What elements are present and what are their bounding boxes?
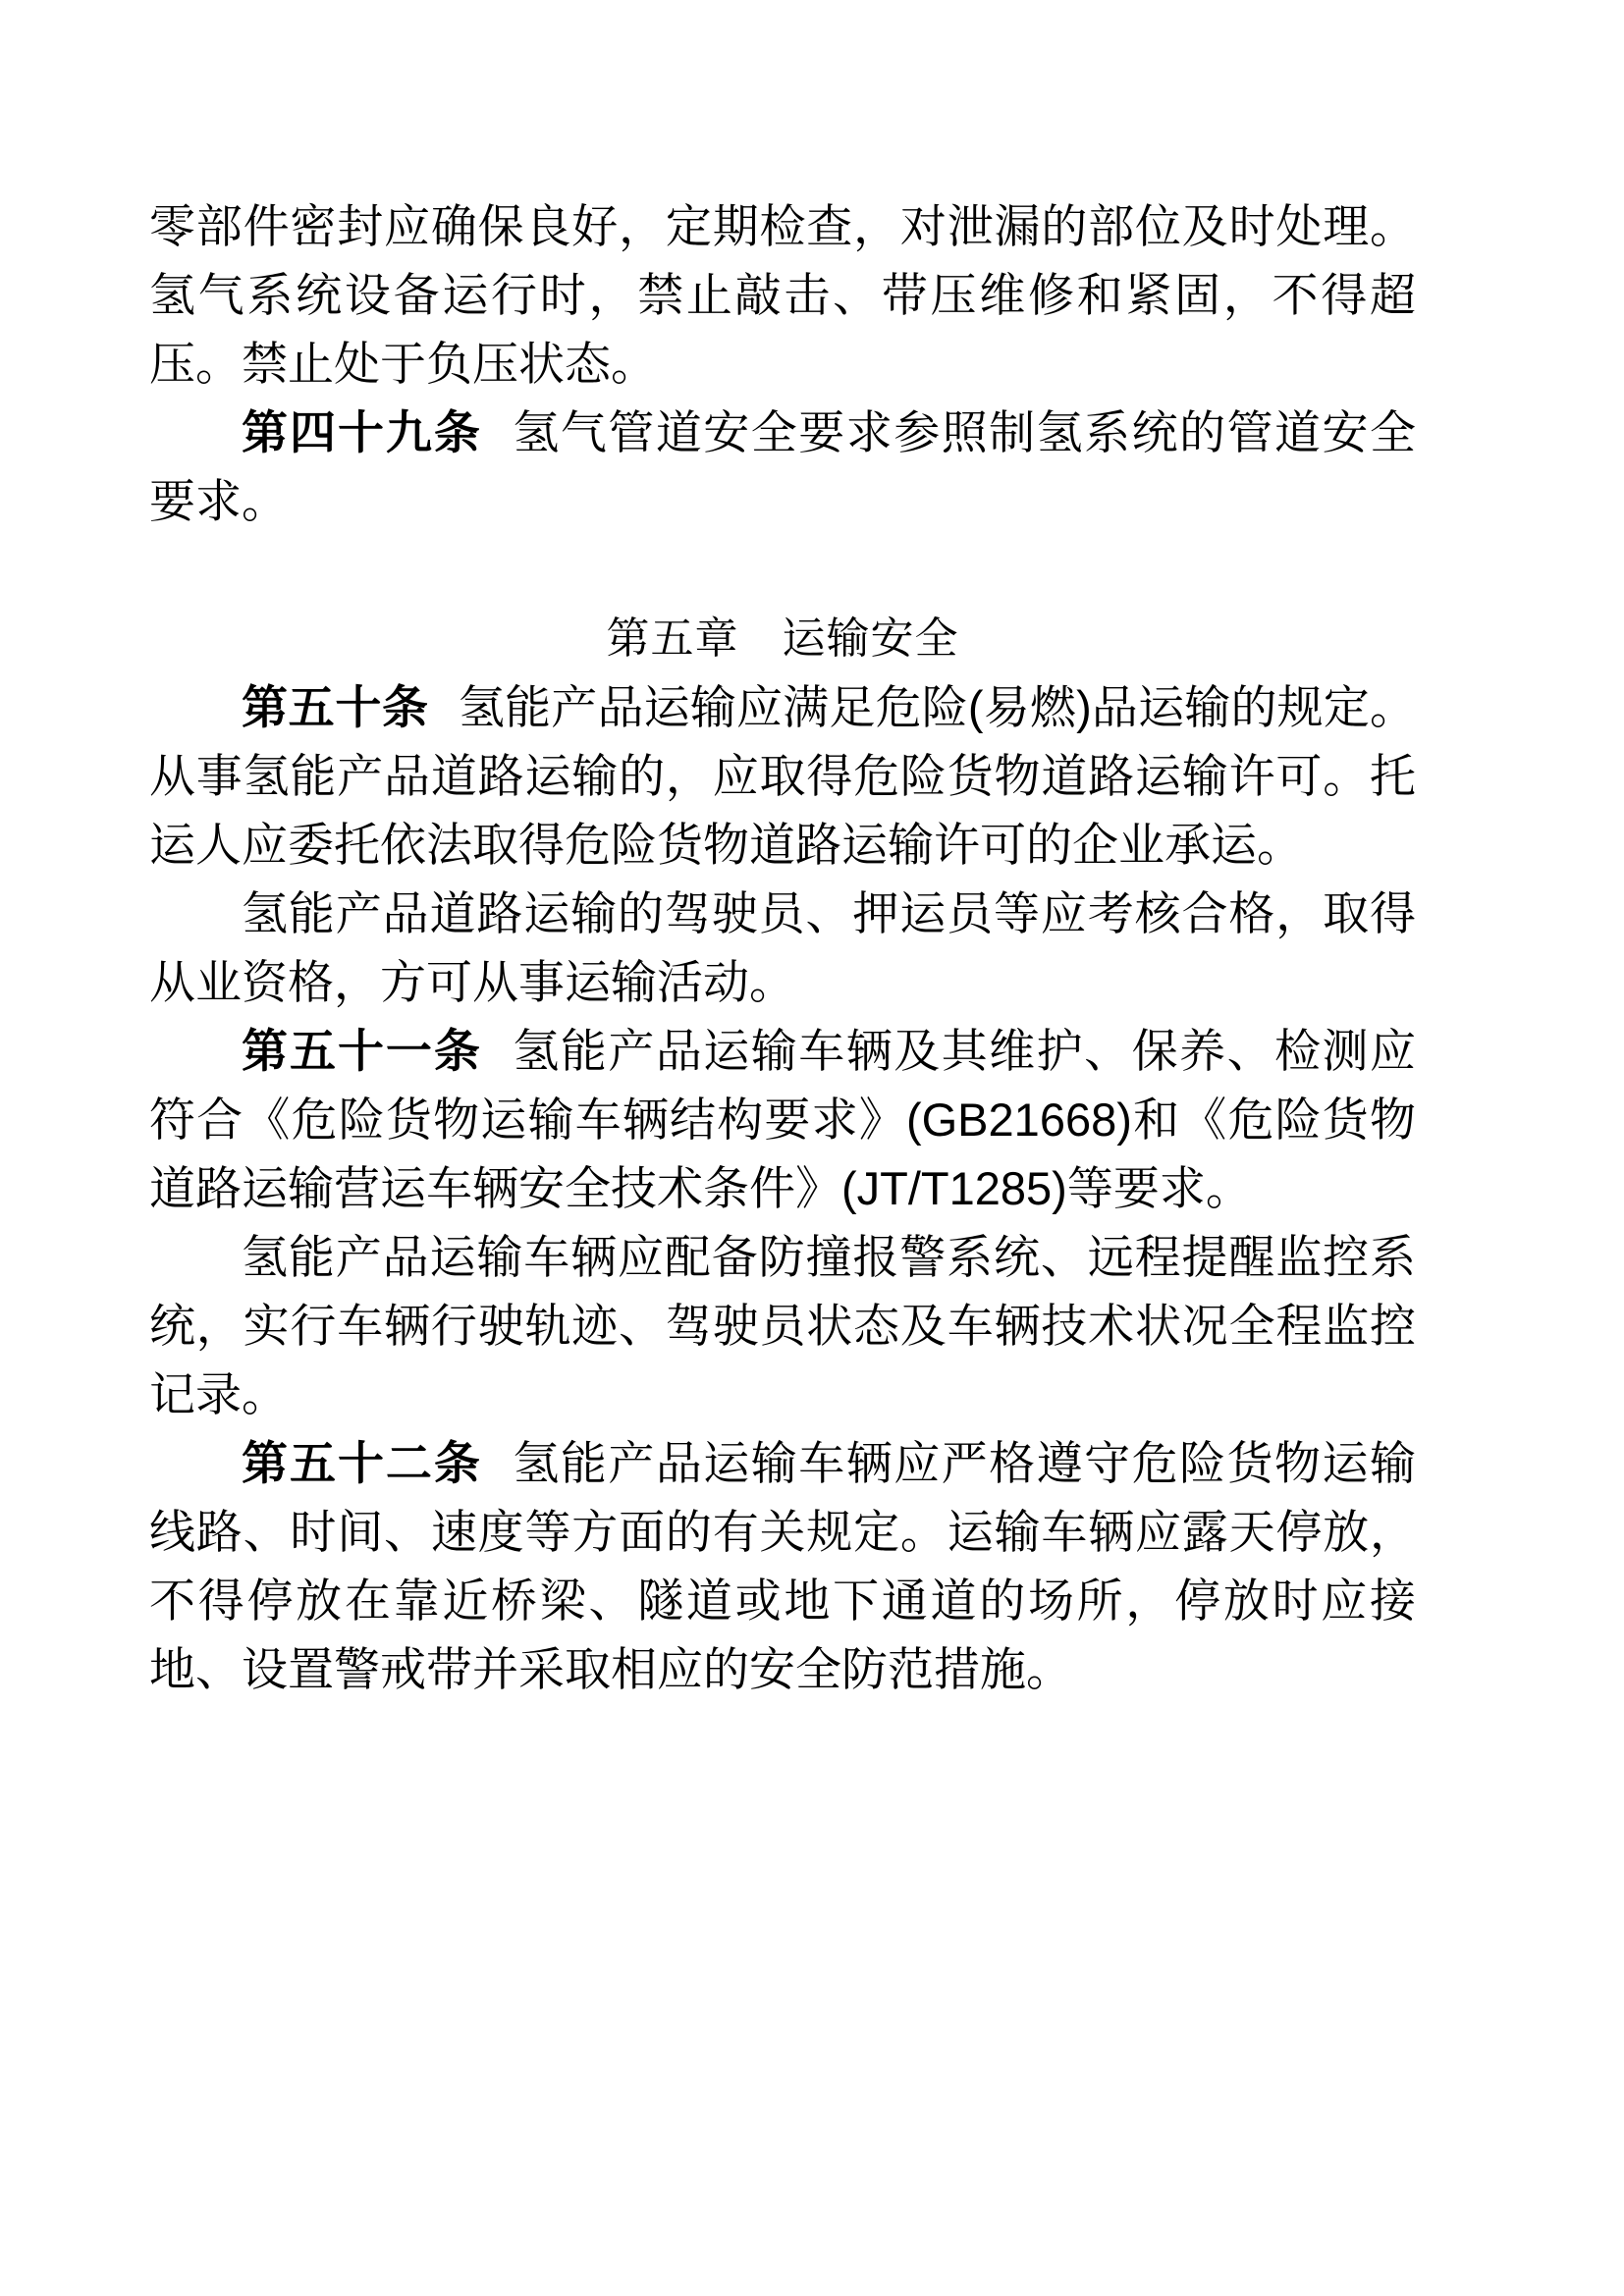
document-body	[149, 192, 1416, 1704]
article-49-text: 氢气管道安全要求参照制氢系统的管道安全要求。	[149, 406, 1417, 527]
article-52-text: 氢能产品运输车辆应严格遵守危险货物运输线路、时间、速度等方面的有关规定。运输车辆应露天停放，不得停放在靠近桥梁、隧道或地下通道的场所，停放时应接地、设置警戒带并采取相应的安全防范措施。	[149, 1437, 1417, 1695]
chapter-5-heading	[149, 605, 1416, 673]
article-51-paragraph	[149, 1017, 1416, 1223]
article-49-label: 第四十九条	[242, 406, 482, 458]
article-51-text: 氢能产品运输车辆及其维护、保养、检测应符合《危险货物运输车辆结构要求》(GB21668)和《危险货物道路运输营运车辆安全技术条件》(JT/T1285)等要求。	[149, 1025, 1417, 1214]
paragraph-article-48-continuation: 零部件密封应确保良好，定期检查，对泄漏的部位及时处理。氢气系统设备运行时，禁止敲击、带压维修和紧固，不得超压。禁止处于负压状态。	[149, 200, 1416, 390]
article-49-paragraph	[149, 399, 1416, 536]
article-52-label: 第五十二条	[242, 1437, 482, 1489]
article-50-paragraph	[149, 673, 1416, 880]
article-52-paragraph	[149, 1429, 1416, 1704]
chapter-5-number: 第五章	[606, 614, 739, 663]
chapter-5-title: 运输安全	[782, 614, 959, 663]
chapter-heading-spacer-above	[149, 536, 1416, 605]
article-50-second-paragraph: 氢能产品道路运输的驾驶员、押运员等应考核合格，取得从业资格，方可从事运输活动。	[149, 887, 1416, 1008]
article-50-text: 氢能产品运输应满足危险(易燃)品运输的规定。从事氢能产品道路运输的，应取得危险货物道路运输许可。托运人应委托依法取得危险货物道路运输许可的企业承运。	[149, 681, 1417, 871]
article-51-second-paragraph: 氢能产品运输车辆应配备防撞报警系统、远程提醒监控系统，实行车辆行驶轨迹、驾驶员状态及车辆技术状况全程监控记录。	[149, 1231, 1416, 1420]
article-50-label: 第五十条	[242, 681, 429, 733]
article-51-label: 第五十一条	[242, 1025, 482, 1077]
